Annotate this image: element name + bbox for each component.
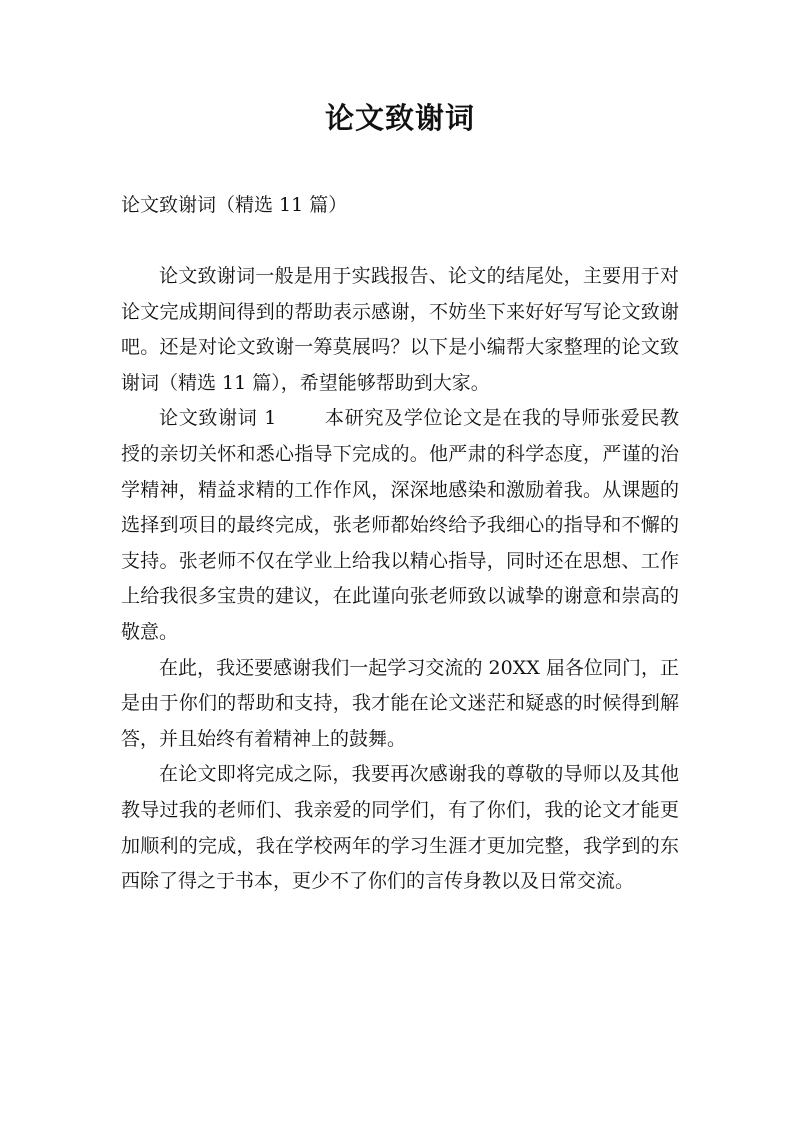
document-subtitle: 论文致谢词（精选 11 篇） [121, 194, 348, 216]
intro-paragraph: 论文致谢词一般是用于实践报告、论文的结尾处，主要用于对论文完成期间得到的帮助表示感谢，不妨坐下来好好写写论文致谢吧。还是对论文致谢一筹莫展吗？以下是小编帮大家整理的论文致谢词（精选 11 篇），希望能够帮助到大家。 [121, 265, 679, 394]
section-1-paragraph-2: 在此，我还要感谢我们一起学习交流的 20XX 届各位同门，正是由于你们的帮助和支持，我才能在论文迷茫和疑惑的时候得到解答，并且始终有着精神上的鼓舞。 [121, 656, 679, 750]
document-title: 论文致谢词 [324, 101, 475, 135]
section-1-paragraph-3: 在论文即将完成之际，我要再次感谢我的尊敬的导师以及其他教导过我的老师们、我亲爱的同学们，有了你们，我的论文才能更加顺利的完成，我在学校两年的学习生涯才更加完整，我学到的东西除了得之于书本，更少不了你们的言传身教以及日常交流。 [121, 763, 679, 893]
section-1-heading: 论文致谢词 1 [159, 407, 277, 430]
section-1-paragraph-1 [121, 401, 679, 650]
document-body [121, 259, 679, 900]
section-1-paragraph-1-text: 本研究及学位论文是在我的导师张爱民教授的亲切关怀和悉心指导下完成的。他严肃的科学态度，严谨的治学精神，精益求精的工作作风，深深地感染和激励着我。从课题的选择到项目的最终完成，张老师都始终给予我细心的指导和不懈的支持。张老师不仅在学业上给我以精心指导，同时还在思想、工作上给我很多宝贵的建议，在此谨向张老师致以诚挚的谢意和崇高的敬意。 [121, 407, 679, 643]
